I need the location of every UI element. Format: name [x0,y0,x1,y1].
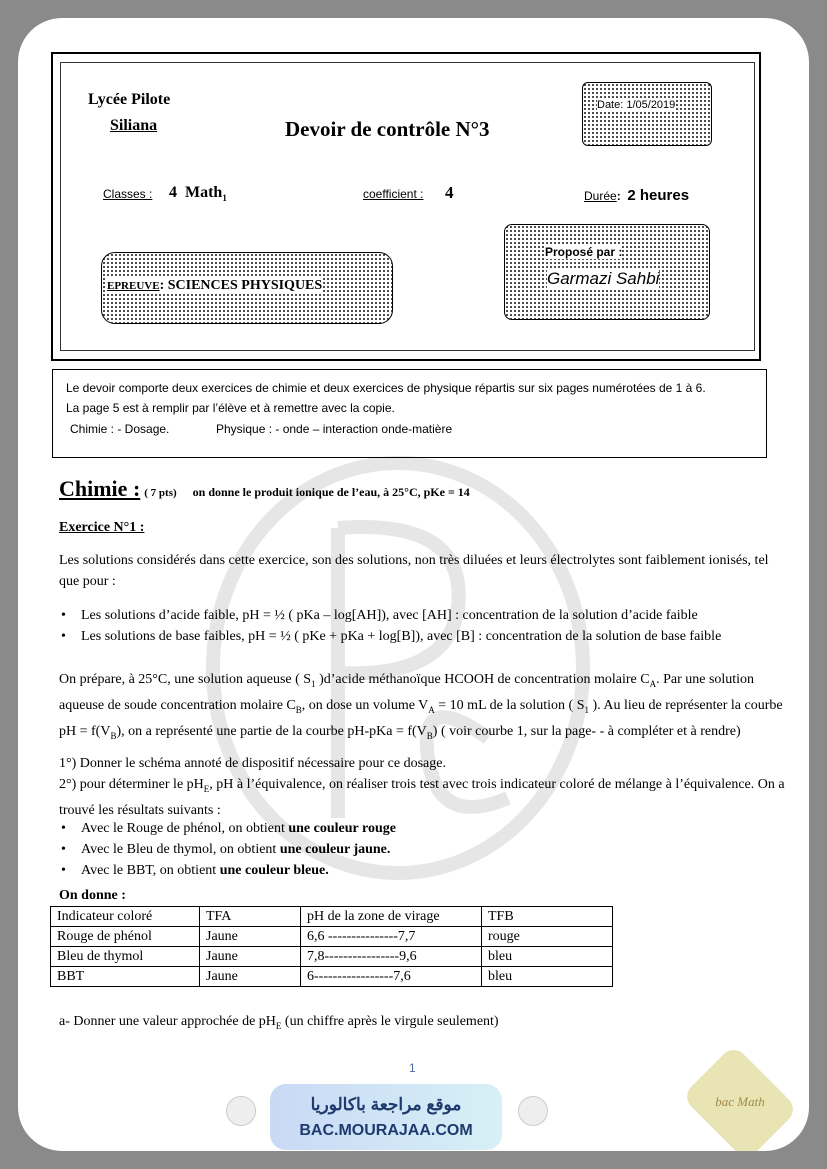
epreuve-box [101,252,393,324]
exam-date: Date: 1/05/2019 [597,99,676,111]
info-physique: Physique : - onde – interaction onde-matière [216,422,453,436]
question-2: 2°) pour déterminer le $pH_E$, pH à l’équivalence, on réaliser trois test avec trois indicateur coloré de mélange à l’équivalence. On a trouvé les résultats suivants : [59,777,785,818]
chimie-heading: Chimie : ( 7 pts) on donne le produit ionique de l’eau, à 25°C, pKe = 14 [59,476,470,501]
document-page [18,18,809,1151]
result-rouge-phenol: • Avec le Rouge de phénol, on obtient une couleur rouge [59,818,789,839]
table-row [51,927,613,947]
exercice-context: On prépare, à 25°C, une solution aqueuse ( $S_1$ )d’acide méthanoïque HCOOH de concentration molaire $C_A$. Par une solution aqueuse de soude concentration molaire $C_B$, on dose un volume $V_A = 10$ mL de la solution ( $S_1$ ). Au lieu de représenter la courbe pH = $f(V_B)$, on a représenté une partie de la courbe $pH-pKa = f(V_B)$ ( voir courbe 1, sur la page- - à compléter et à rendre) [59,672,783,741]
table-cell: BBT [51,967,200,987]
table-cell: Jaune [200,967,301,987]
school-city: Siliana [110,117,158,134]
left-badge-icon [226,1096,256,1126]
exercice-intro: Les solutions considérés dans cette exercice, son des solutions, non très diluées et leurs électrolytes sont faiblement ionisés, tel que pour : [59,553,769,589]
coefficient-value: 4 [445,183,454,202]
site-arabic: موقع مراجعة باكالوريا [310,1095,462,1114]
classes-label: Classes : [103,187,153,201]
table-cell: Bleu de thymol [51,947,200,967]
table-row [51,967,613,987]
table-header-cell: Indicateur coloré [51,907,200,927]
info-box [52,369,767,458]
table-cell: bleu [482,947,613,967]
bac-math-logo-text: bac Math [715,1094,765,1109]
table-header-cell: TFA [200,907,301,927]
info-line-2: La page 5 est à remplir par l’élève et à remettre avec la copie. [66,401,395,415]
exercice-heading: Exercice N°1 : [59,520,145,535]
table-header-row [51,907,613,927]
result-bbt: • Avec le BBT, on obtient une couleur bleue. [59,860,789,881]
table-row [51,947,613,967]
question-1: 1°) Donner le schéma annoté de dispositif nécessaire pour ce dosage. [59,756,446,771]
author-name: Garmazi Sahbi [547,269,660,288]
indicator-table [50,906,613,987]
info-chimie: Chimie : - Dosage. [70,422,170,436]
right-badge-icon [518,1096,548,1126]
table-header-cell: pH de la zone de virage [301,907,482,927]
epreuve-text: EPREUVE: SCIENCES PHYSIQUES [107,278,323,293]
table-cell: 7,8----------------9,6 [301,947,482,967]
table-cell: 6,6 ---------------7,7 [301,927,482,947]
results-list [59,818,789,881]
classes-value: 4 Math$_1$ [169,184,227,204]
formula-list [59,605,799,647]
coefficient-label: coefficient : [363,187,424,201]
site-banner[interactable] [270,1084,502,1150]
result-bleu-thymol: • Avec le Bleu de thymol, on obtient une couleur jaune. [59,839,789,860]
question-a: a- Donner une valeur approchée de $pH_E$ (un chiffre après le virgule seulement) [59,1014,499,1031]
table-cell: bleu [482,967,613,987]
on-donne-label: On donne : [59,888,126,903]
school-name: Lycée Pilote [88,91,171,108]
table-cell: Jaune [200,947,301,967]
duree: Durée: 2 heures [584,187,690,204]
table-cell: 6-----------------7,6 [301,967,482,987]
site-url[interactable]: BAC.MOURAJAA.COM [299,1122,473,1139]
page-title: Devoir de contrôle N°3 [285,117,490,141]
table-cell: Rouge de phénol [51,927,200,947]
formula-base: • Les solutions de base faibles, pH = ½ ( pKe + pKa + log[B]), avec [B] : concentration de la solution de base faible [59,626,799,647]
table-header-cell: TFB [482,907,613,927]
table-cell: Jaune [200,927,301,947]
propose-label: Proposé par : [545,245,623,259]
author-scroll [504,224,710,320]
page-number: 1 [409,1061,416,1075]
formula-acid: • Les solutions d’acide faible, pH = ½ ( pKa – log[AH]), avec [AH] : concentration de la solution d’acide faible [59,605,799,626]
info-line-1: Le devoir comporte deux exercices de chimie et deux exercices de physique répartis sur six pages numérotées de 1 à 6. [66,381,706,395]
table-cell: rouge [482,927,613,947]
date-scroll [582,82,712,146]
